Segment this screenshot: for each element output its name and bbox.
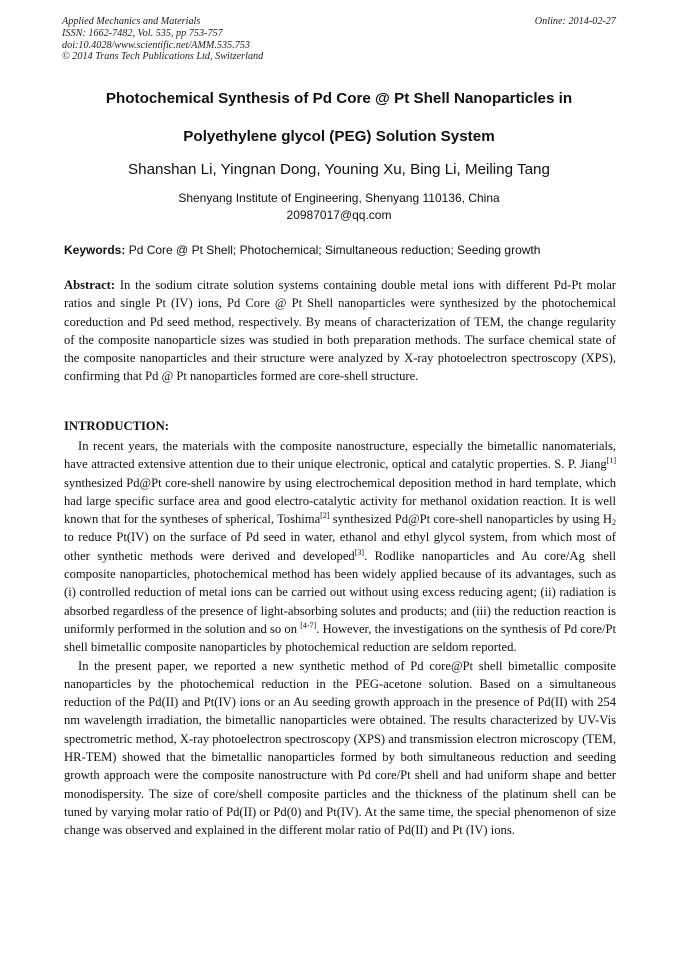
intro-p1-text-f: . However, the investigations on the synthesis of Pd core/Pt shell bimetallic composite nanoparticles by photochemical reduction are seldom reported. [64,621,616,655]
journal-header [62,16,616,63]
keywords [64,243,618,257]
author-list: Shanshan Li, Yingnan Dong, Youning Xu, Bing Li, Meiling Tang [128,161,550,178]
introduction-body [64,437,616,840]
issn-line: ISSN: 1662-7482, Vol. 535, pp 753-757 [62,27,223,39]
intro-p1-text-b: synthesized Pd@Pt core-shell nanowire by using electrochemical deposition method in hard template, which had large specific surface area and good electro-catalytic activity for methanol oxidation reaction. It is well known that for the syntheses of spherical, Toshima [64,475,616,527]
intro-paragraph-2: In the present paper, we reported a new synthetic method of Pd core@Pt shell bimetallic composite nanoparticles by the photochemical reduction in the PEG-acetone solution. Based on a simultaneous reduction of the Pd(II) and Pt(IV) ions or an Au seeding growth approach in the presence of Pd(II) with 254 nm wavelength irradiation, the bimetallic nanoparticles were obtained. The results characterized by UV-Vis spectrometric method, X-ray photoelectron spectroscopy (XPS) and transmission electron microscopy (TEM, HR-TEM) showed that the bimetallic nanoparticles formed by both simultaneous reduction and seeding growth approach were the composite nanostructure with Pd core/Pt shell and had uniform shape and better monodispersity. The size of core/shell composite particles and the thickness of the platinum shell can be tuned by varying molar ratio of Pd(II) or Pd(0) and Pt(IV). At the same time, the special phenomenon of size change was observed and explained in the different molar ratio of Pd(II) and Pt (IV) ions. [64,658,616,838]
online-date: Online: 2014-02-27 [534,16,616,27]
citation-1: [1] [606,456,616,466]
keywords-text: Pd Core @ Pt Shell; Photochemical; Simultaneous reduction; Seeding growth [125,243,541,257]
citation-3: [3] [354,547,365,557]
intro-paragraph-1 [64,437,616,657]
intro-p1-text-d: to reduce Pt(IV) on the surface of Pd seed in water, ethanol and ethyl glycol system, from which most of other synthetic methods were derived and developed [64,530,616,563]
author-email: 20987017@qq.com [286,208,392,222]
citation-4-7: [4-7] [300,620,317,630]
journal-name: Applied Mechanics and Materials [62,16,201,27]
paper-title-line-1: Photochemical Synthesis of Pd Core @ Pt Shell Nanoparticles in [105,90,573,107]
section-heading-introduction: INTRODUCTION: [64,419,169,433]
citation-2: [2] [320,511,330,521]
intro-p1-text-c: synthesized Pd@Pt core-shell nanoparticles by using H [329,512,612,527]
subscript-2: 2 [612,518,616,528]
intro-p1-text-e: . Rodlike nanoparticles and Au core/Ag shell composite nanoparticles, photochemical method has been widely applied because of its advantages, such as (i) controlled reduction of metal ions can be carried out without using excess reducing agent; (ii) radiation is absorbed regardless of the presence of light-absorbing solutes and products; and (iii) the reduction reaction is uniformly performed in the solution and so on [64,548,616,636]
doi-line: doi:10.4028/www.scientific.net/AMM.535.753 [62,39,250,51]
affiliation: Shenyang Institute of Engineering, Shenyang 110136, China [178,191,500,205]
keywords-label: Keywords: [64,243,126,257]
intro-p1-text-a: In recent years, the materials with the composite nanostructure, especially the bimetallic nanomaterials, have attracted extensive attention due to their unique electronic, optical and catalytic properties. S. P. Jiang [64,439,616,472]
abstract-label: Abstract: [64,278,116,292]
paper-title-line-2: Polyethylene glycol (PEG) Solution System [183,128,495,145]
abstract-text: In the sodium citrate solution systems containing double metal ions with different Pd-Pt molar ratios and single Pt (IV) ions, Pd Core @ Pt Shell nanoparticles were synthesized by the photochemical coreduction and Pd seed method, respectively. By means of characterization of TEM, the change regularity of the composite nanoparticle sizes was studied in both preparation methods. The surface chemical state of the composite nanoparticles and their structure were analyzed by X-ray photoelectron spectroscopy (XPS), confirming that Pd @ Pt nanoparticles formed are core-shell structure. [64,278,616,384]
copyright-line: © 2014 Trans Tech Publications Ltd, Switzerland [62,51,264,63]
abstract [64,276,616,386]
